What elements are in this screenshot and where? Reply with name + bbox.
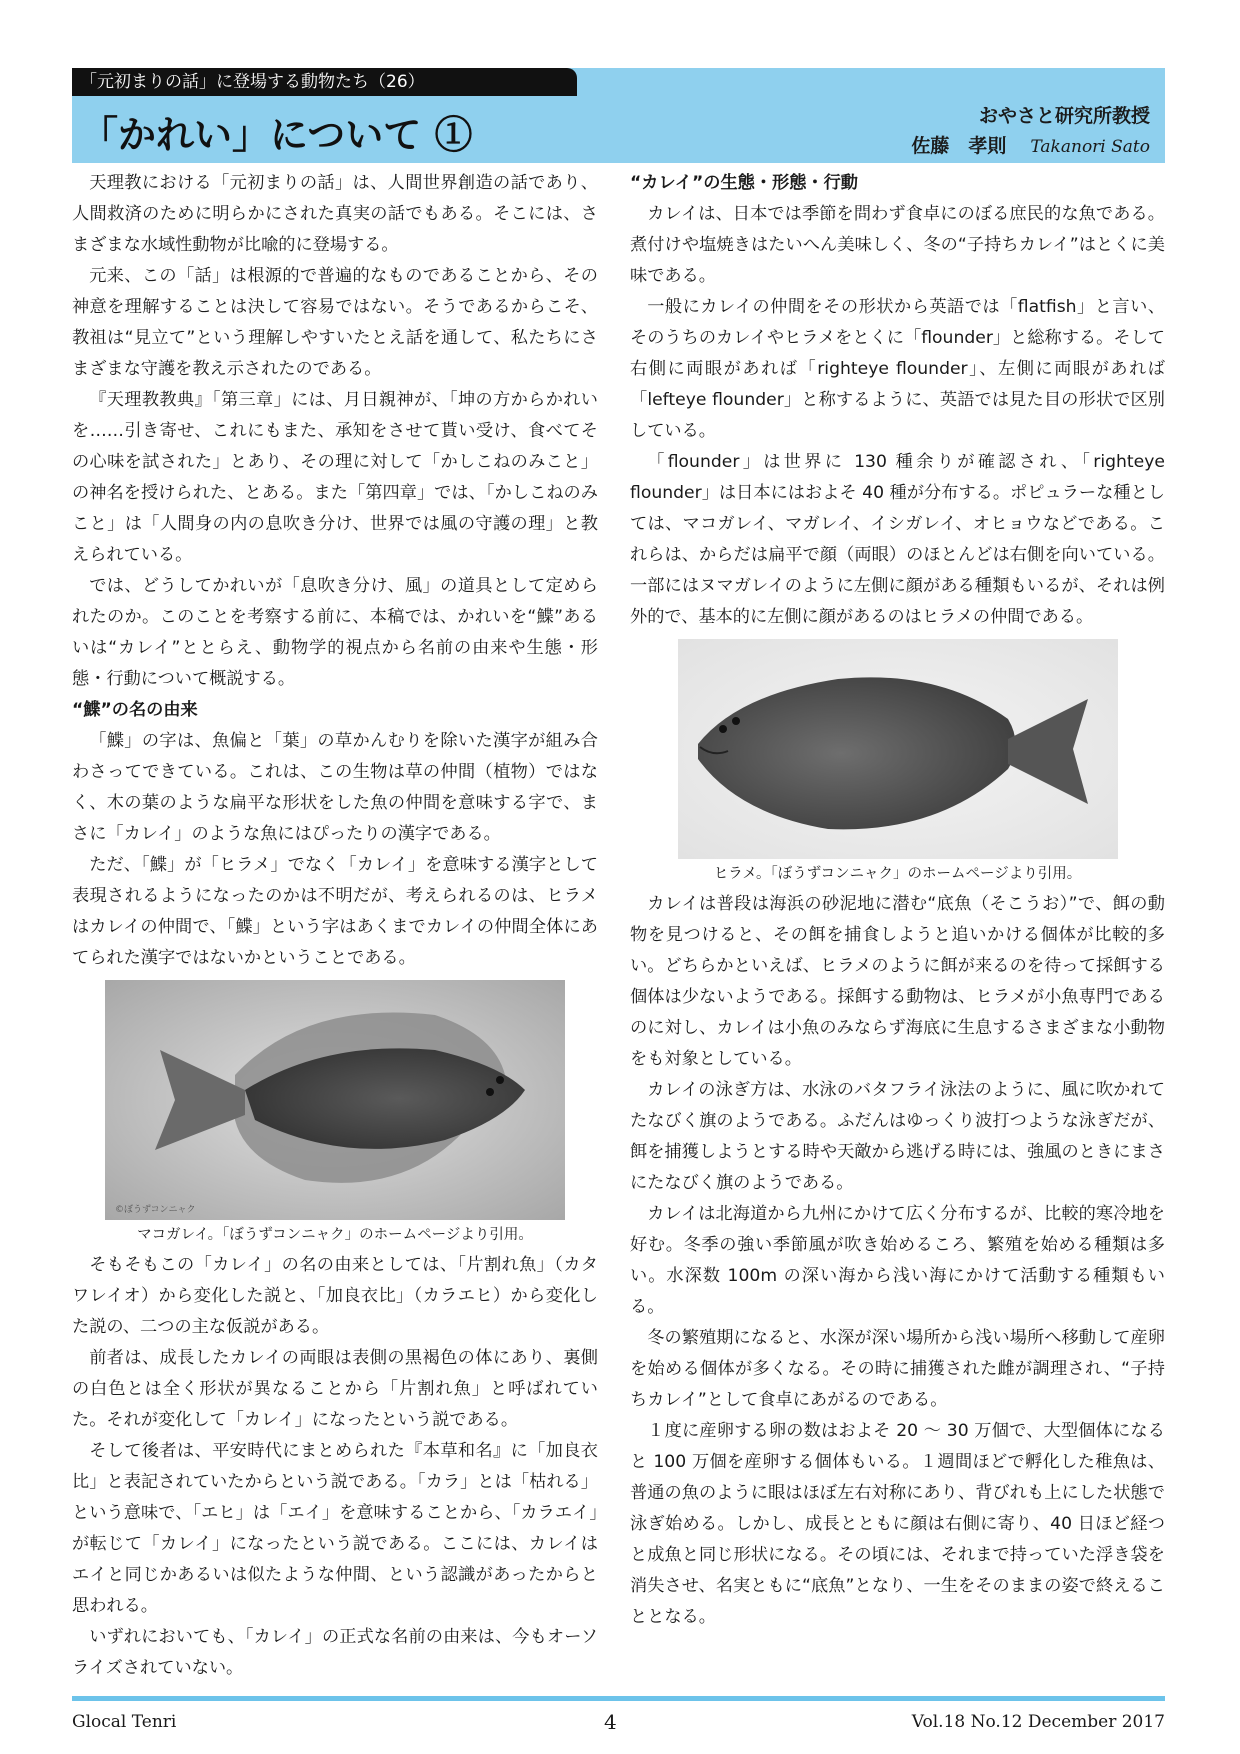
section-heading: “鰈”の名の由来 xyxy=(72,700,198,720)
paragraph: 冬の繁殖期になると、水深が深い場所から浅い場所へ移動して産卵を始める個体が多くなる。その時に捕獲された雌が調理され、“子持ちカレイ”として食卓にあがるのである。 xyxy=(630,1328,1165,1410)
issue-info: Vol.18 No.12 December 2017 xyxy=(911,1712,1165,1732)
paragraph: いずれにおいても、「カレイ」の正式な名前の由来は、今もオーソライズされていない。 xyxy=(72,1627,598,1678)
paragraph: カレイは北海道から九州にかけて広く分布するが、比較的寒冷地を好む。冬季の強い季節風が吹き始めるころ、繁殖を始める種類は多い。水深数 100m の深い海から浅い海にかけて活動する種類もいる。 xyxy=(630,1204,1165,1317)
paragraph: 元来、この「話」は根源的で普遍的なものであることから、その神意を理解することは決して容易ではない。そうであるからこそ、教祖は“見立て”という理解しやすいたとえ話を通して、私たちにさまざまな守護を教え示されたのである。 xyxy=(72,266,598,379)
left-column xyxy=(72,168,598,1684)
page-number: 4 xyxy=(604,1710,617,1734)
series-label: 「元初まりの話」に登場する動物たち（26） xyxy=(72,68,577,96)
paragraph: １度に産卵する卵の数はおよそ 20 ～ 30 万個で、大型個体になると 100 万個を産卵する個体もいる。１週間ほどで孵化した稚魚は、普通の魚のように眼はほぼ左右対称にあり、背びれも上にした状態で泳ぎ始める。しかし、成長とともに顔は右側に寄り、40 日ほど経つと成魚と同じ形状になる。その頃には、それまで持っていた浮き袋を消失させ、名実ともに“底魚”となり、一生をそのままの姿で終えることとなる。 xyxy=(630,1421,1165,1627)
section-heading: “カレイ”の生態・形態・行動 xyxy=(630,173,858,193)
flounder-photo-left xyxy=(678,639,1118,859)
paragraph: 「鰈」の字は、魚偏と「葉」の草かんむりを除いた漢字が組み合わさってできている。これは、この生物は草の仲間（植物）ではなく、木の葉のような扁平な形状をした魚の仲間を意味する字で、まさに「カレイ」のような魚にはぴったりの漢字である。 xyxy=(72,731,598,844)
figure-hirame xyxy=(630,639,1165,885)
paragraph: カレイは、日本では季節を問わず食卓にのぼる庶民的な魚である。煮付けや塩焼きはたいへん美味しく、冬の“子持ちカレイ”はとくに美味である。 xyxy=(630,204,1165,286)
paragraph: 天理教における「元初まりの話」は、人間世界創造の話であり、人間救済のために明らかにされた真実の話でもある。そこには、さまざまな水域性動物が比喩的に登場する。 xyxy=(72,173,598,255)
svg-text:©ぼうずコンニャク: ©ぼうずコンニャク xyxy=(115,1205,196,1215)
paragraph: カレイは普段は海浜の砂泥地に潜む“底魚（そこうお）”で、餌の動物を見つけると、その餌を捕食しようと追いかける個体が比較的多い。どちらかといえば、ヒラメのように餌が来るのを待って採餌する個体は少ないようである。採餌する動物は、ヒラメが小魚専門であるのに対し、カレイは小魚のみならず海底に生息するさまざまな小動物をも対象としている。 xyxy=(630,894,1165,1069)
figure-caption: ヒラメ。「ぼうずコンニャク」のホームページより引用。 xyxy=(713,866,1082,882)
figure-makogarei xyxy=(72,980,598,1246)
paragraph: そして後者は、平安時代にまとめられた『本草和名』に「加良衣比」と表記されていたからという説である。「カラ」とは「枯れる」という意味で、「エヒ」は「エイ」を意味することから、「カラエイ」が転じて「カレイ」になったという説である。ここには、カレイはエイと同じかあるいは似たような仲間、という認識があったからと思われる。 xyxy=(72,1441,598,1616)
paragraph: 「flounder」は世界に 130 種余りが確認され、「righteye flounder」は日本にはおよそ 40 種が分布する。ポピュラーな種としては、マコガレイ、マガレイ、イシガレイ、オヒョウなどである。これらは、からだは扁平で顔（両眼）のほとんどは右側を向いている。一部にはヌマガレイのように左側に顔がある種類もいるが、それは例外的で、基本的に左側に顔があるのはヒラメの仲間である。 xyxy=(630,452,1165,627)
figure-caption: マコガレイ。「ぼうずコンニャク」のホームページより引用。 xyxy=(137,1227,533,1243)
paragraph: そもそもこの「カレイ」の名の由来としては、「片割れ魚」（カタワレイオ）から変化した説と、「加良衣比」（カラエヒ）から変化した説の、二つの主な仮説がある。 xyxy=(72,1255,598,1337)
paragraph: では、どうしてかれいが「息吹き分け、風」の道具として定められたのか。このことを考察する前に、本稿では、かれいを“鰈”あるいは“カレイ”ととらえ、動物学的視点から名前の由来や生態・形態・行動について概説する。 xyxy=(72,576,598,689)
author-name-jp: 佐藤 孝則 xyxy=(911,135,1007,157)
paragraph: 一般にカレイの仲間をその形状から英語では「flatfish」と言い、そのうちのカレイやヒラメをとくに「flounder」と総称する。そして右側に両眼があれば「righteye flounder」、左側に両眼があれば「lefteye flounder」と称するように、英語では見た目の形状で区別している。 xyxy=(630,297,1165,441)
author-name-en: Takanori Sato xyxy=(1030,137,1150,157)
flounder-photo-right xyxy=(105,980,565,1220)
journal-name: Glocal Tenri xyxy=(72,1712,177,1732)
footer-rule xyxy=(72,1696,1165,1701)
paragraph: 前者は、成長したカレイの両眼は表側の黒褐色の体にあり、裏側の白色とは全く形状が異なることから「片割れ魚」と呼ばれていた。それが変化して「カレイ」になったという説である。 xyxy=(72,1348,598,1430)
paragraph: 『天理教教典』「第三章」には、月日親神が、「坤の方からかれいを……引き寄せ、これにもまた、承知をさせて貰い受け、食べてその心味を試された」とあり、その理に対して「かしこねのみこと」の神名を授けられた、とある。また「第四章」では、「かしこねのみこと」は「人間身の内の息吹き分け、世界では風の守護の理」と教えられている。 xyxy=(72,390,598,565)
paragraph: ただ、「鰈」が「ヒラメ」でなく「カレイ」を意味する漢字として表現されるようになったのかは不明だが、考えられるのは、ヒラメはカレイの仲間で、「鰈」という字はあくまでカレイの仲間全体にあてられた漢字ではないかということである。 xyxy=(72,855,598,968)
paragraph: カレイの泳ぎ方は、水泳のバタフライ泳法のように、風に吹かれてたなびく旗のようである。ふだんはゆっくり波打つような泳ぎだが、餌を捕獲しようとする時や天敵から逃げる時には、強風のときにまさにたなびく旗のようである。 xyxy=(630,1080,1165,1193)
right-column xyxy=(630,168,1165,1633)
author-affiliation: おやさと研究所教授 xyxy=(978,105,1150,127)
article-title: 「かれい」について ① xyxy=(80,112,473,157)
author-line xyxy=(911,131,1150,158)
